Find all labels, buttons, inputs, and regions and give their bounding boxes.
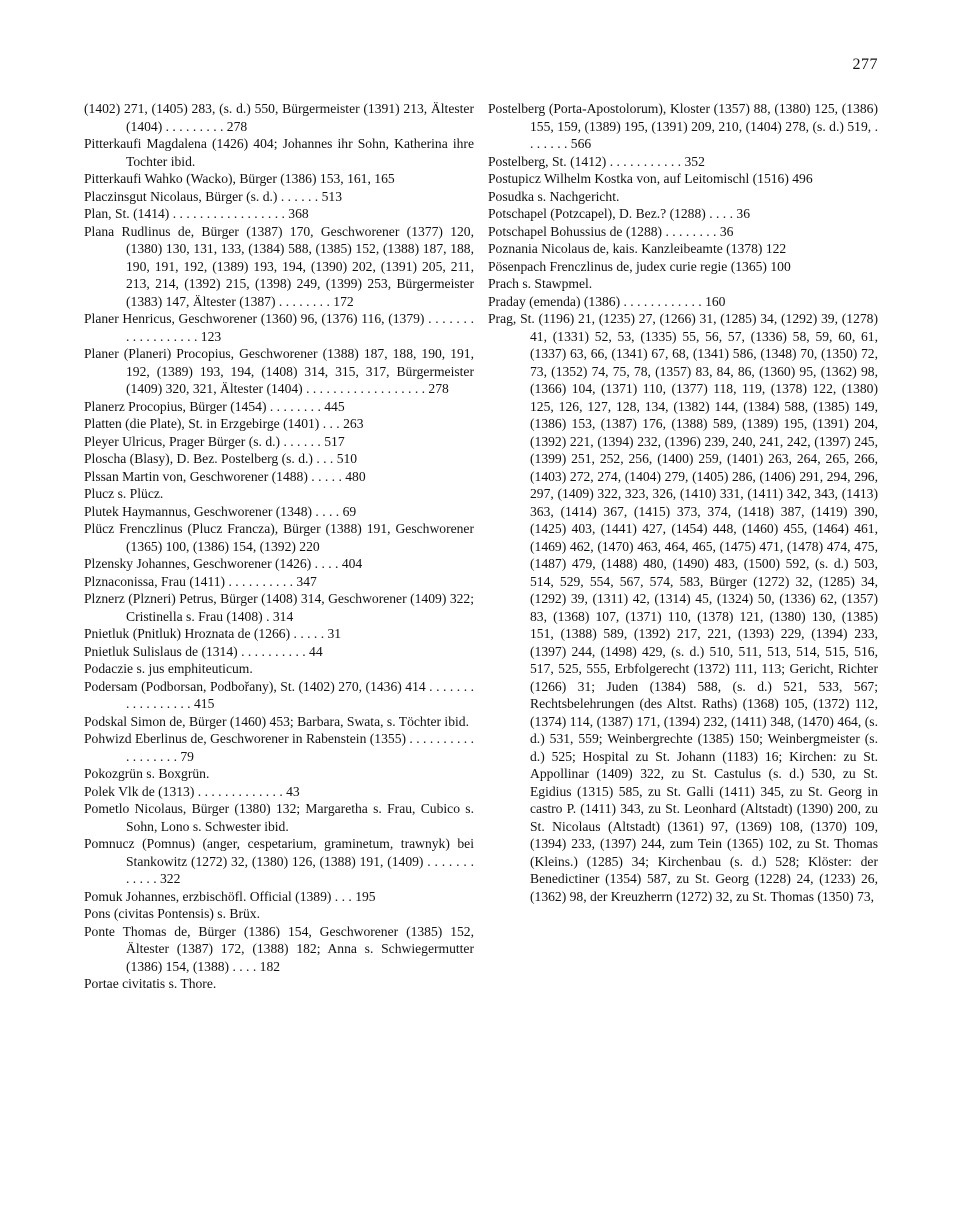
index-entry: Plznaconissa, Frau (1411) . . . . . . . . . . 347: [84, 573, 317, 589]
index-entry: Plzensky Johannes, Geschworener (1426) . . . . 404: [84, 556, 363, 571]
index-entry: Podskal Simon de, Bürger (1460) 453; Barbara, Swata, s. Töchter ibid.: [84, 713, 469, 729]
index-entry: Pösenpach Frenczlinus de, judex curie regie (1365) 100: [488, 258, 791, 274]
index-entry: Pomnucz (Pomnus) (anger, cespetarium, graminetum, trawnyk) bei Stankowitz (1272) 32, (1380) 126, (1388) 191, (1409) . . . . . . . . . . . . 322: [84, 836, 474, 886]
index-entry: Prach s. Stawpmel.: [488, 276, 593, 291]
index-entry: Poznania Nicolaus de, kais. Kanzleibeamte (1378) 122: [488, 241, 787, 256]
index-entry: Podersam (Podborsan, Podbořany), St. (1402) 270, (1436) 414 . . . . . . . . . . . . . . . . . 415: [84, 678, 474, 711]
index-entry: Postelberg (Porta-Apostolorum), Kloster (1357) 88, (1380) 125, (1386) 155, 159, (1389) 195, (1391) 209, 210, (1404) 278, (s. d.) 519, . . . . . . . 566: [488, 101, 878, 151]
index-entry: Pomuk Johannes, erzbischöfl. Official (1389) . . . 195: [84, 888, 376, 904]
page-number: 277: [852, 56, 878, 73]
index-entry: Plan, St. (1414) . . . . . . . . . . . . . . . . . 368: [84, 206, 309, 221]
index-entry: Pohwizd Eberlinus de, Geschworener in Rabenstein (1355) . . . . . . . . . . . . . . . . . . 79: [84, 731, 474, 764]
index-entry: Pnietluk Sulislaus de (1314) . . . . . . . . . . 44: [84, 643, 323, 659]
index-entry: Planer Henricus, Geschworener (1360) 96, (1376) 116, (1379) . . . . . . . . . . . . . . . . . . 123: [84, 311, 474, 344]
index-entry: Portae civitatis s. Thore.: [84, 976, 217, 991]
left-column: [84, 100, 474, 993]
index-entry: Plutek Haymannus, Geschworener (1348) . . . . 69: [84, 503, 357, 519]
index-entry: Planer (Planeri) Procopius, Geschworener (1388) 187, 188, 190, 191, 192, (1389) 193, 194, (1408) 314, 315, 317, Bürgermeister (1409) 320, 321, Ältester (1404) . . . . . . . . . . . . . . . . . . 278: [84, 346, 474, 396]
right-column: [488, 100, 878, 905]
index-entry: Plucz s. Plücz.: [84, 486, 164, 501]
index-entry: Planerz Procopius, Bürger (1454) . . . . . . . . 445: [84, 398, 345, 414]
index-entry: Ploscha (Blasy), D. Bez. Postelberg (s. d.) . . . 510: [84, 451, 358, 466]
index-entry: Postupicz Wilhelm Kostka von, auf Leitomischl (1516) 496: [488, 171, 813, 186]
index-entry: (1402) 271, (1405) 283, (s. d.) 550, Bürgermeister (1391) 213, Ältester (1404) . . . . . . . . . 278: [84, 101, 474, 134]
index-entry: Pons (civitas Pontensis) s. Brüx.: [84, 906, 260, 921]
index-entry: Praday (emenda) (1386) . . . . . . . . . . . . 160: [488, 293, 726, 309]
index-entry: Pometlo Nicolaus, Bürger (1380) 132; Margaretha s. Frau, Cubico s. Sohn, Lono s. Schwester ibid.: [84, 801, 474, 834]
index-entry: Platten (die Plate), St. in Erzgebirge (1401) . . . 263: [84, 416, 364, 431]
index-entry: Pleyer Ulricus, Prager Bürger (s. d.) . . . . . . 517: [84, 433, 345, 449]
index-entry: Ponte Thomas de, Bürger (1386) 154, Geschworener (1385) 152, Ältester (1387) 172, (1388) 182; Anna s. Schwiegermutter (1386) 154, (1388) . . . . 182: [84, 923, 474, 974]
index-entry: Pokozgrün s. Boxgrün.: [84, 766, 210, 781]
index-entry: Plücz Frenczlinus (Plucz Francza), Bürger (1388) 191, Geschworener (1365) 100, (1386) 154, (1392) 220: [84, 521, 474, 554]
index-entry: Potschapel (Potzcapel), D. Bez.? (1288) . . . . 36: [488, 206, 750, 221]
index-entry: Potschapel Bohussius de (1288) . . . . . . . . 36: [488, 223, 734, 239]
index-entry: Plana Rudlinus de, Bürger (1387) 170, Geschworener (1377) 120, (1380) 130, 131, 133, (1384) 588, (1385) 152, (1388) 187, 188, 190, 191, 192, (1389) 193, 194, (1390) 202, (1391) 205, 211, 213, 214, (1392) 215, (1398) 249, (1399) 253, Bürgermeister (1383) 147, Ältester (1387) . . . . . . . . 172: [84, 223, 474, 309]
index-entry: Postelberg, St. (1412) . . . . . . . . . . . 352: [488, 153, 705, 169]
index-entry: Pnietluk (Pnitluk) Hroznata de (1266) . . . . . 31: [84, 626, 342, 641]
index-entry: Prag, St. (1196) 21, (1235) 27, (1266) 31, (1285) 34, (1292) 39, (1278) 41, (1331) 52, 53, (1335) 55, 56, 57, (1336) 58, 59, 60, 61, (1337) 63, 66, (1341) 67, 68, (1341) 586, (1348) 70, (1350) 72, 73, (1352) 74, 75, 78, (1357) 83, 84, 86, (1360) 95, (1362) 98, (1366) 104, (1371) 110, (1377) 118, 119, (1378) 122, (1380) 125, 126, 127, 128, 134, (1382) 144, (1384) 588, (1385) 149, (1386) 153, (1387) 176, (1388) 589, (1389) 195, (1391) 204, (1392) 221, (1394) 232, (1396) 239, 240, 241, 242, (1397) 245, (1399) 251, 252, 256, (1400) 259, (1401) 263, 264, 265, 266, (1403) 272, 274, (1404) 279, (1405) 286, (1406) 291, 294, 296, 297, (1409) 322, 323, 326, (1410) 331, (1411) 342, 343, (1413) 363, (1414) 367, (1415) 373, 374, (1418) 387, (1419) 390, (1425) 403, (1441) 427, (1454) 448, (1460) 455, (1464) 461, (1469) 462, (1470) 463, 464, 465, (1475) 471, (1478) 474, 475, (1487) 479, (1488) 480, (1490) 483, (1500) 592, (s. d.) 503, 514, 529, 554, 567, 574, 583, Bürger (1272) 32, (1285) 34, (1292) 39, (1311) 42, (1314) 45, (1324) 50, (1336) 62, (1357) 83, (1368) 107, (1371) 110, (1378) 121, (1380) 130, (1385) 151, (1388) 589, (1392) 217, 221, (1393) 229, (1394) 233, (1397) 244, (1498) 429, (s. d.) 510, 511, 513, 514, 515, 516, 517, 525, 555, Erbfolgerecht (1372) 111, 113; Gericht, Richter (1266) 31; Juden (1384) 588, (s. d.) 521, 533, 567; Rechtsbelehrungen (des Altst. Raths) (1368) 105, (1372) 112, (1374) 114, (1387) 171, (1394) 232, (1411) 348, (1470) 464, (s. d.) 531, 559; Weinbergrechte (1385) 150; Weinbergmeister (s. d.) 525; Hospital zu St. Johann (1183) 16; Kirchen: zu St. Appollinar (1409) 322, zu St. Castulus (s. d.) 530, zu St. Egidius (1315) 585, zu St. Galli (1411) 345, zu St. Georg in castro P. (1411) 343, zu St. Leonhard (Altstadt) (1390) 200, zu St. Nicolaus (Altstadt) (1361) 97, (1369) 108, (1370) 109, (1394) 233, (1397) 244, zum Tein (1365) 102, zu St. Thomas (Kleins.) (1285) 34; Kirchenbau (s. d.) 528; Klöster: der Benedictiner (1354) 587, zu St. Georg (1228) 24, (1233) 26, (1362) 98, der Kreuzherrn (1272) 32, zu St. Thomas (1350) 73,: [488, 311, 878, 904]
index-entry: Plssan Martin von, Geschworener (1488) . . . . . 480: [84, 468, 366, 484]
index-entry: Pitterkaufi Magdalena (1426) 404; Johannes ihr Sohn, Katherina ihre Tochter ibid.: [84, 136, 474, 169]
index-entry: Placzinsgut Nicolaus, Bürger (s. d.) . . . . . . 513: [84, 188, 342, 204]
index-entry: Polek Vlk de (1313) . . . . . . . . . . . . . 43: [84, 783, 300, 799]
index-entry: Posudka s. Nachgericht.: [488, 188, 620, 204]
index-entry: Podaczie s. jus emphiteuticum.: [84, 661, 253, 676]
index-entry: Plznerz (Plzneri) Petrus, Bürger (1408) 314, Geschworener (1409) 322; Cristinella s. Frau (1408) . 314: [84, 591, 474, 624]
index-entry: Pitterkaufi Wahko (Wacko), Bürger (1386) 153, 161, 165: [84, 171, 395, 186]
